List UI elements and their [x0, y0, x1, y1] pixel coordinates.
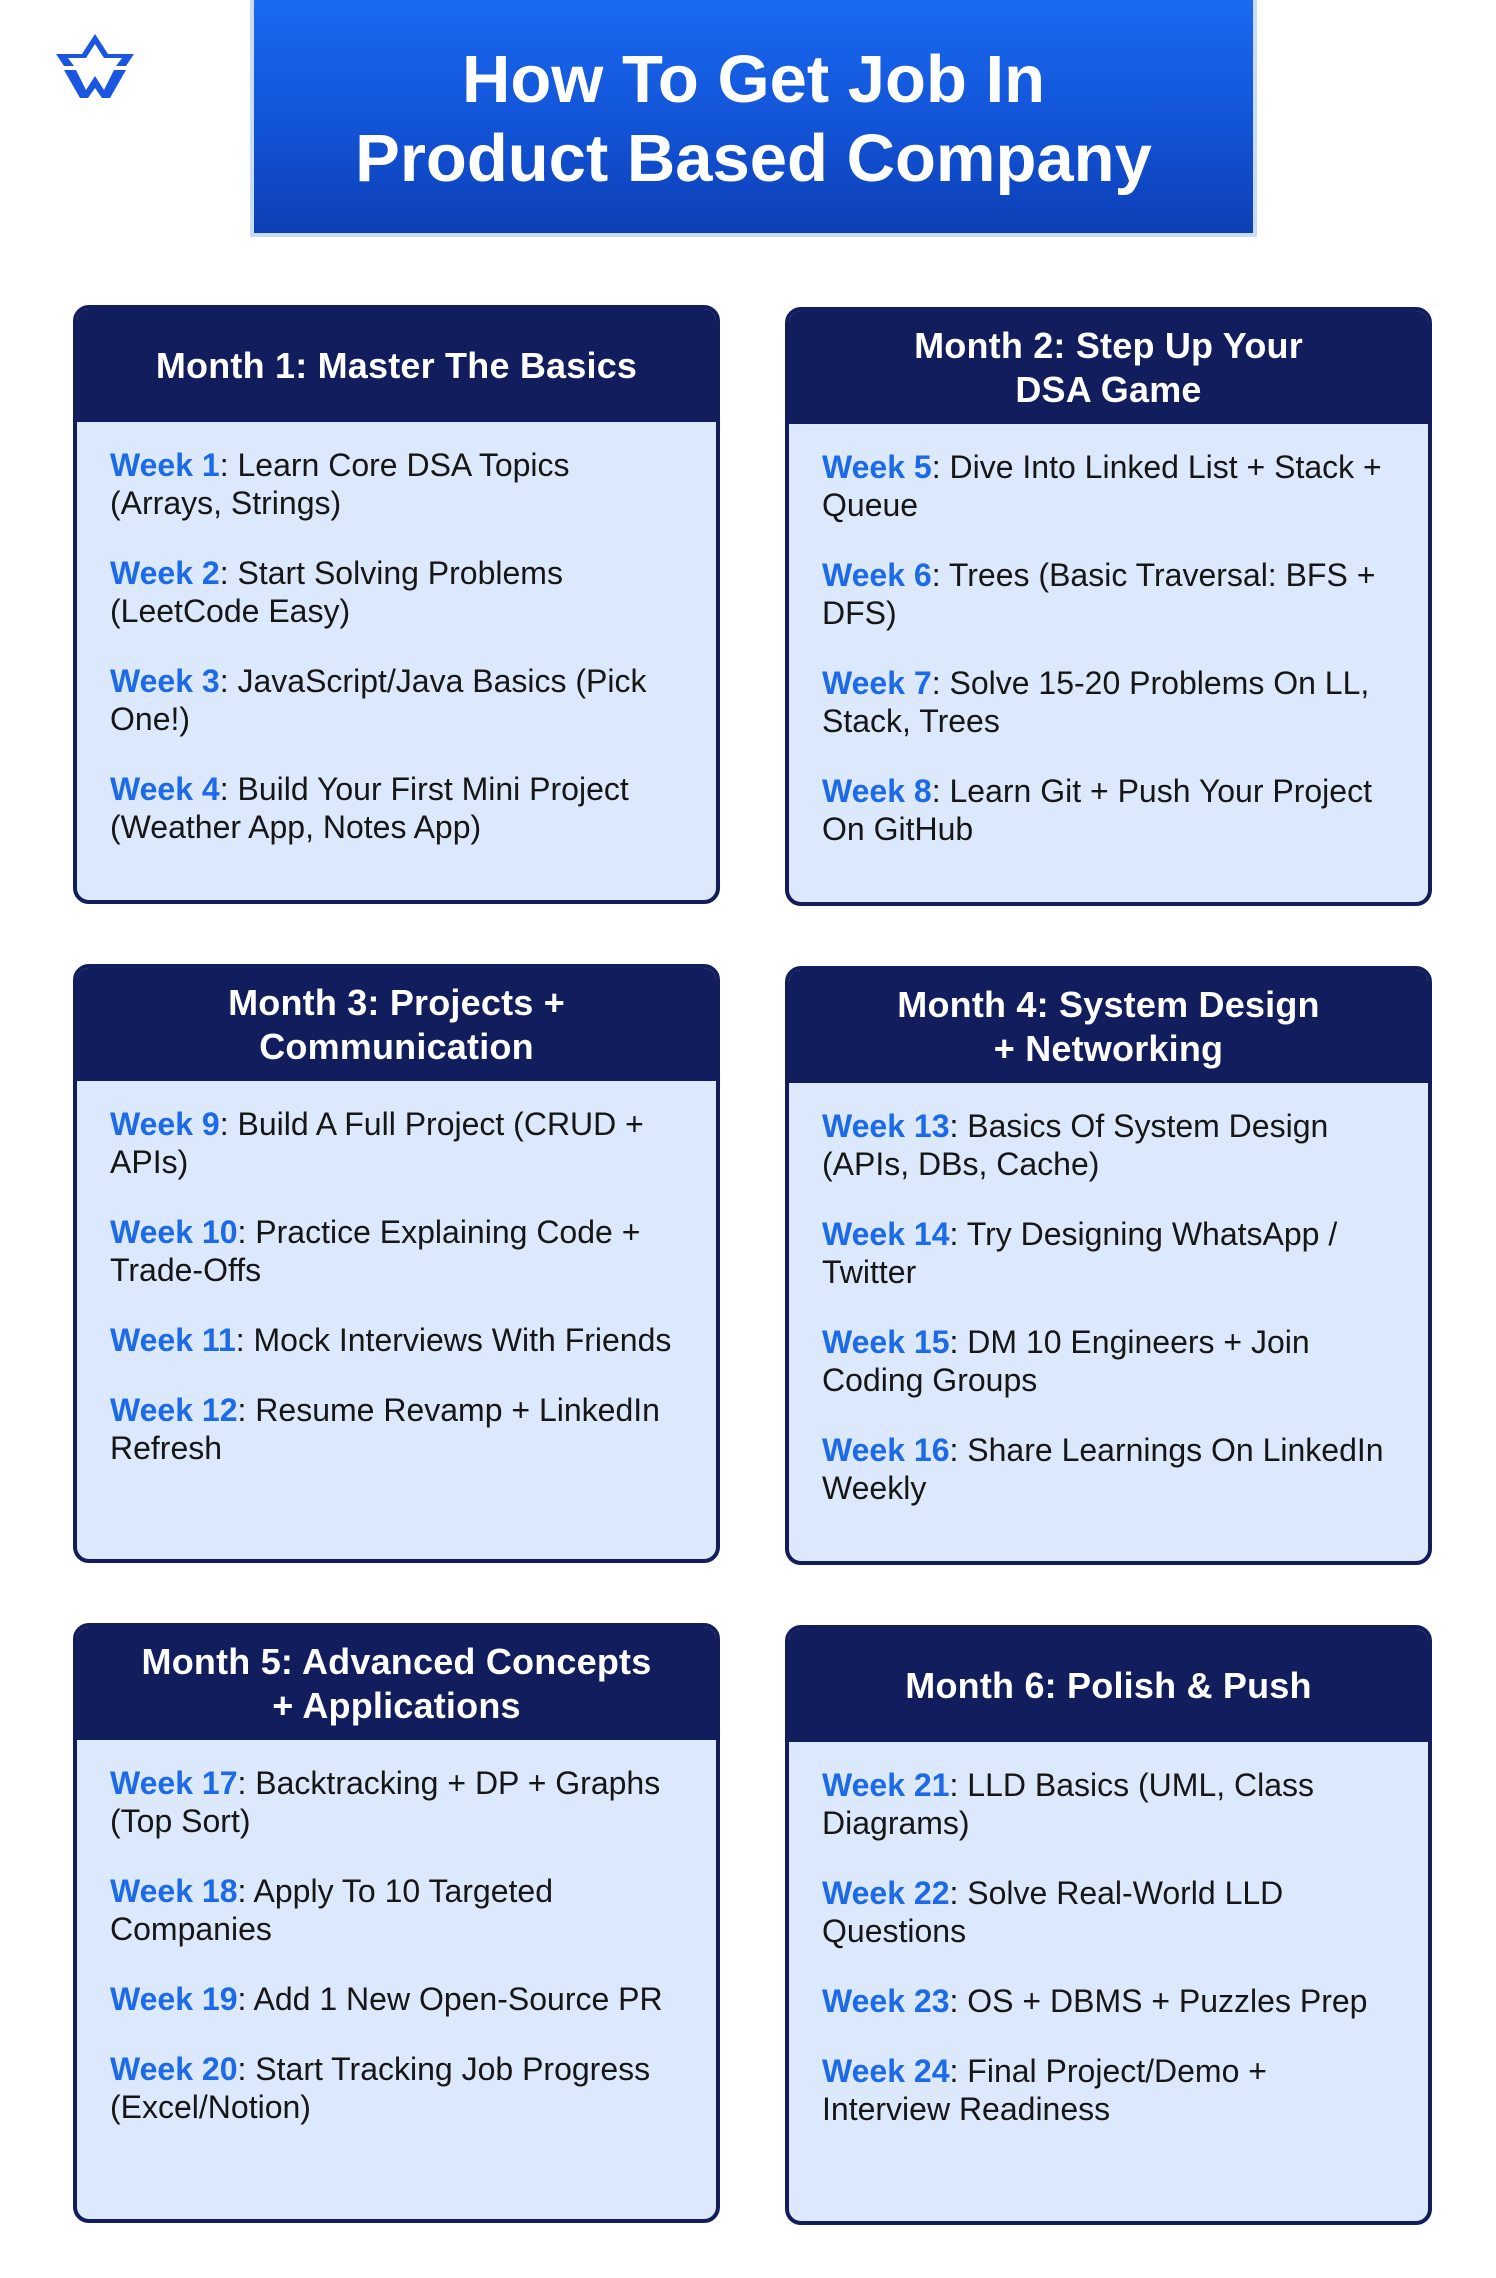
week-item: [822, 772, 1398, 848]
week-text: : Practice Explaining Code + Trade-Offs: [110, 1214, 641, 1288]
week-item: [822, 664, 1398, 740]
month-card-header: [77, 309, 716, 422]
week-list: [77, 422, 716, 846]
week-label: Week 21: [822, 1767, 950, 1803]
week-label: Week 3: [110, 663, 220, 699]
month-card-4: [785, 966, 1432, 1565]
week-item: [822, 448, 1398, 524]
month-title-line-1: Month 1: Master The Basics: [155, 344, 638, 386]
week-text: : Basics Of System Design (APIs, DBs, Cache): [822, 1108, 1329, 1182]
month-title-line-2: + Networking: [993, 1027, 1224, 1069]
week-label: Week 13: [822, 1108, 950, 1144]
page-title-line-2: Product Based Company: [355, 120, 1152, 196]
week-item: [110, 2050, 686, 2126]
week-text: : Trees (Basic Traversal: BFS + DFS): [822, 557, 1376, 631]
week-list: [77, 1081, 716, 1467]
week-text: : Mock Interviews With Friends: [235, 1322, 672, 1358]
week-label: Week 20: [110, 2051, 238, 2087]
week-item: [110, 1213, 686, 1289]
week-item: [110, 1764, 686, 1840]
week-label: Week 10: [110, 1214, 238, 1250]
week-item: [822, 1982, 1398, 2020]
week-item: [822, 1766, 1398, 1842]
week-text: : Learn Git + Push Your Project On GitHub: [822, 773, 1372, 847]
week-text: : LLD Basics (UML, Class Diagrams): [822, 1767, 1315, 1841]
month-card-header: [77, 968, 716, 1081]
week-list: [789, 424, 1428, 848]
week-text: : Learn Core DSA Topics (Arrays, Strings): [110, 447, 570, 521]
month-card-5: [73, 1623, 720, 2223]
week-item: [822, 1215, 1398, 1291]
week-text: : Backtracking + DP + Graphs (Top Sort): [110, 1765, 661, 1839]
week-text: : Start Tracking Job Progress (Excel/Notion): [110, 2051, 651, 2125]
week-text: : Add 1 New Open-Source PR: [237, 1981, 663, 2017]
week-item: [822, 2052, 1398, 2128]
week-item: [110, 1872, 686, 1948]
week-item: [110, 554, 686, 630]
week-text: : Solve 15-20 Problems On LL, Stack, Trees: [822, 665, 1370, 739]
week-label: Week 18: [110, 1873, 238, 1909]
week-label: Week 24: [822, 2053, 950, 2089]
week-label: Week 5: [822, 449, 932, 485]
week-label: Week 9: [110, 1106, 220, 1142]
star-logo-icon: [50, 30, 140, 100]
month-card-6: [785, 1625, 1432, 2225]
month-title-line-1: Month 5: Advanced Concepts: [141, 1640, 652, 1682]
month-title-line-1: Month 3: Projects +: [228, 981, 565, 1023]
week-item: [110, 1980, 686, 2018]
week-text: : Try Designing WhatsApp / Twitter: [822, 1216, 1338, 1290]
week-label: Week 15: [822, 1324, 950, 1360]
week-item: [110, 446, 686, 522]
week-label: Week 19: [110, 1981, 238, 2017]
month-title-line-2: + Applications: [272, 1684, 521, 1726]
week-list: [789, 1742, 1428, 2128]
week-text: : Final Project/Demo + Interview Readiness: [822, 2053, 1267, 2127]
week-item: [110, 1321, 686, 1359]
week-label: Week 17: [110, 1765, 238, 1801]
week-label: Week 7: [822, 665, 932, 701]
week-text: : OS + DBMS + Puzzles Prep: [949, 1983, 1368, 2019]
month-card-2: [785, 307, 1432, 906]
week-item: [822, 1431, 1398, 1507]
week-item: [822, 1107, 1398, 1183]
week-label: Week 4: [110, 771, 220, 807]
week-text: : JavaScript/Java Basics (Pick One!): [110, 663, 647, 737]
week-item: [110, 1391, 686, 1467]
week-label: Week 2: [110, 555, 220, 591]
month-card-header: [789, 1629, 1428, 1742]
week-text: : Start Solving Problems (LeetCode Easy): [110, 555, 563, 629]
brand-logo: [50, 30, 140, 100]
month-title-line-1: Month 4: System Design: [897, 983, 1320, 1025]
week-text: : Apply To 10 Targeted Companies: [110, 1873, 553, 1947]
week-label: Week 12: [110, 1392, 238, 1428]
week-label: Week 6: [822, 557, 932, 593]
week-list: [789, 1083, 1428, 1507]
month-title-line-1: Month 2: Step Up Your: [914, 324, 1303, 366]
month-card-header: [789, 311, 1428, 424]
week-item: [110, 662, 686, 738]
week-text: : Share Learnings On LinkedIn Weekly: [822, 1432, 1384, 1506]
week-list: [77, 1740, 716, 2126]
week-text: : Solve Real-World LLD Questions: [822, 1875, 1284, 1949]
week-label: Week 8: [822, 773, 932, 809]
week-text: : Build A Full Project (CRUD + APIs): [110, 1106, 644, 1180]
month-card-3: [73, 964, 720, 1563]
week-text: : Dive Into Linked List + Stack + Queue: [822, 449, 1382, 523]
month-card-header: [789, 970, 1428, 1083]
week-label: Week 14: [822, 1216, 950, 1252]
week-label: Week 23: [822, 1983, 950, 2019]
page-title-banner: [250, 0, 1257, 237]
month-card-1: [73, 305, 720, 904]
week-label: Week 16: [822, 1432, 950, 1468]
week-item: [822, 1323, 1398, 1399]
month-title-line-2: Communication: [259, 1025, 534, 1067]
month-card-header: [77, 1627, 716, 1740]
week-label: Week 11: [110, 1322, 236, 1358]
week-item: [822, 556, 1398, 632]
month-title-line-2: DSA Game: [1015, 368, 1202, 410]
week-text: : Build Your First Mini Project (Weather App, Notes App): [110, 771, 629, 845]
week-item: [110, 1105, 686, 1181]
week-label: Week 22: [822, 1875, 950, 1911]
week-item: [110, 770, 686, 846]
week-label: Week 1: [110, 447, 220, 483]
week-item: [822, 1874, 1398, 1950]
week-text: : DM 10 Engineers + Join Coding Groups: [822, 1324, 1310, 1398]
month-title-line-1: Month 6: Polish & Push: [905, 1664, 1312, 1706]
week-text: : Resume Revamp + LinkedIn Refresh: [110, 1392, 660, 1466]
page-title-line-1: How To Get Job In: [461, 41, 1046, 117]
